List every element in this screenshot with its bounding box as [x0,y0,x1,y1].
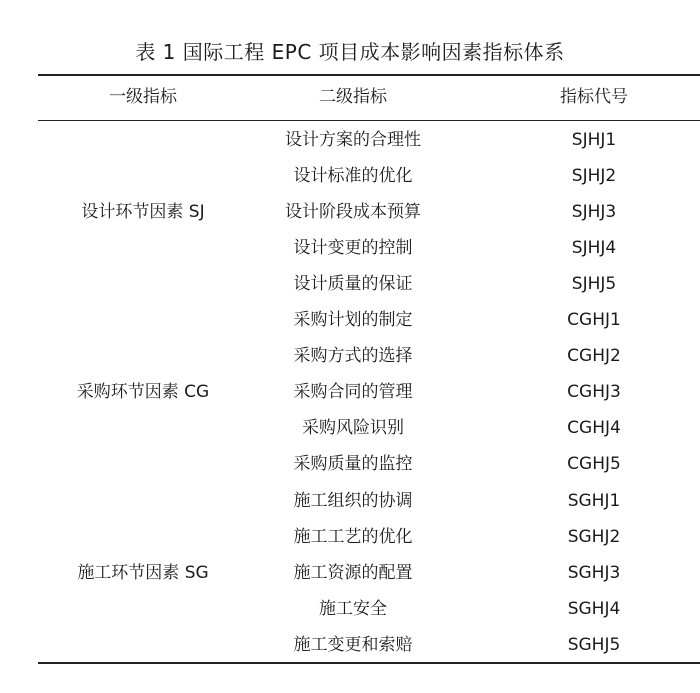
code-cell: CGHJ3 [567,382,621,402]
indicator-cell: 采购方式的选择 [293,346,413,366]
group-label-design: 设计环节因素 SJ [81,202,205,222]
code-cell: SJHJ3 [571,202,617,222]
indicator-cell: 设计标准的优化 [293,166,413,186]
indicator-cell: 施工安全 [319,599,387,619]
table-row [38,374,700,410]
indicator-cell: 采购合同的管理 [293,382,413,402]
indicator-cell: 施工变更和索赔 [293,635,413,655]
table-caption: 表 1 国际工程 EPC 项目成本影响因素指标体系 [135,40,565,64]
indicator-cell: 施工资源的配置 [293,563,413,583]
code-cell: SJHJ2 [571,166,617,186]
indicator-cell: 采购风险识别 [302,418,404,438]
table-row [38,230,700,266]
indicator-cell: 设计变更的控制 [293,238,413,258]
indicator-cell: 设计质量的保证 [293,274,413,294]
table-header-rule [38,120,700,121]
code-cell: SGHJ3 [567,563,621,583]
header-code: 指标代号 [560,87,628,107]
header-level2: 二级指标 [319,87,387,107]
code-cell: SGHJ2 [567,527,621,547]
code-cell: CGHJ5 [567,454,621,474]
code-cell: CGHJ2 [567,346,621,366]
table-row [38,122,700,158]
code-cell: SGHJ5 [567,635,621,655]
header-level1: 一级指标 [109,87,177,107]
code-cell: SGHJ1 [567,491,621,511]
group-label-procurement: 采购环节因素 CG [76,382,210,402]
table-row [38,591,700,627]
table-row [38,302,700,338]
table-row [38,410,700,446]
code-cell: SJHJ4 [571,238,617,258]
indicator-cell: 设计阶段成本预算 [285,202,421,222]
code-cell: SJHJ5 [571,274,617,294]
code-cell: SGHJ4 [567,599,621,619]
code-cell: CGHJ4 [567,418,621,438]
table-bottom-rule [38,662,700,664]
table-row [38,519,700,555]
table-row [38,446,700,482]
group-label-construction: 施工环节因素 SG [77,563,209,583]
code-cell: SJHJ1 [571,130,617,150]
table-row [38,338,700,374]
table-row [38,555,700,591]
indicator-cell: 采购质量的监控 [293,454,413,474]
indicator-cell: 设计方案的合理性 [285,130,421,150]
indicator-cell: 采购计划的制定 [293,310,413,330]
table-row [38,194,700,230]
table-row [38,158,700,194]
code-cell: CGHJ1 [567,310,621,330]
table-row [38,266,700,302]
indicator-cell: 施工组织的协调 [293,491,413,511]
table-row [38,483,700,519]
indicator-cell: 施工工艺的优化 [293,527,413,547]
table-row [38,627,700,663]
